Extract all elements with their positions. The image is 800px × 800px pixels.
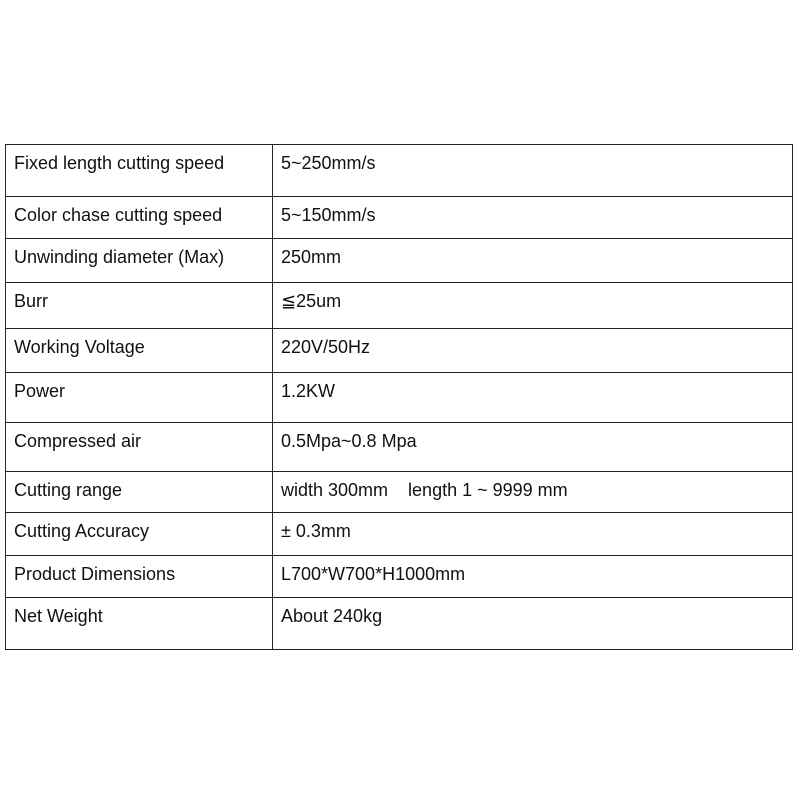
- spec-label: Working Voltage: [14, 337, 145, 357]
- spec-label-cell: [6, 145, 273, 197]
- spec-value: L700*W700*H1000mm: [281, 564, 466, 584]
- spec-value-cell: [273, 423, 793, 472]
- spec-value: 250mm: [281, 247, 342, 267]
- spec-value-cell: [273, 598, 793, 650]
- spec-label-cell: [6, 423, 273, 472]
- spec-value-cell: [273, 239, 793, 283]
- spec-label: Unwinding diameter (Max): [14, 247, 225, 267]
- spec-label: Cutting Accuracy: [14, 521, 150, 541]
- spec-value-cell: [273, 513, 793, 556]
- table-row: [6, 145, 793, 197]
- spec-label-cell: [6, 472, 273, 513]
- spec-label: Color chase cutting speed: [14, 205, 223, 225]
- spec-label-cell: [6, 513, 273, 556]
- spec-label-cell: [6, 329, 273, 373]
- spec-label: Compressed air: [14, 431, 142, 451]
- table-row: [6, 472, 793, 513]
- table-row: [6, 423, 793, 472]
- spec-label-cell: [6, 598, 273, 650]
- table-row: [6, 598, 793, 650]
- spec-label-cell: [6, 283, 273, 329]
- spec-label: Product Dimensions: [14, 564, 176, 584]
- spec-label-cell: [6, 373, 273, 423]
- spec-label-cell: [6, 197, 273, 239]
- spec-value-cell: [273, 145, 793, 197]
- spec-value: 5~250mm/s: [281, 153, 376, 173]
- table-row: [6, 197, 793, 239]
- spec-value: About 240kg: [281, 606, 383, 626]
- spec-value: ≦25um: [281, 291, 342, 311]
- spec-label: Fixed length cutting speed: [14, 153, 225, 173]
- spec-label-cell: [6, 239, 273, 283]
- spec-label: Cutting range: [14, 480, 123, 500]
- spec-value-cell: [273, 556, 793, 598]
- spec-label: Burr: [14, 291, 49, 311]
- spec-value: 220V/50Hz: [281, 337, 371, 357]
- spec-value-cell: [273, 197, 793, 239]
- spec-value-cell: [273, 472, 793, 513]
- table-row: [6, 283, 793, 329]
- spec-value: ± 0.3mm: [281, 521, 351, 541]
- table-row: [6, 239, 793, 283]
- spec-value: 5~150mm/s: [281, 205, 376, 225]
- spec-label-cell: [6, 556, 273, 598]
- table-row: [6, 513, 793, 556]
- table-row: [6, 373, 793, 423]
- spec-label: Net Weight: [14, 606, 103, 626]
- table-row: [6, 329, 793, 373]
- spec-value: 1.2KW: [281, 381, 336, 401]
- specification-table: [5, 144, 793, 650]
- spec-value: 0.5Mpa~0.8 Mpa: [281, 431, 417, 451]
- spec-value-cell: [273, 373, 793, 423]
- spec-value-cell: [273, 329, 793, 373]
- spec-value-cell: [273, 283, 793, 329]
- spec-label: Power: [14, 381, 66, 401]
- spec-value: width 300mm length 1 ~ 9999 mm: [281, 480, 568, 500]
- table-row: [6, 556, 793, 598]
